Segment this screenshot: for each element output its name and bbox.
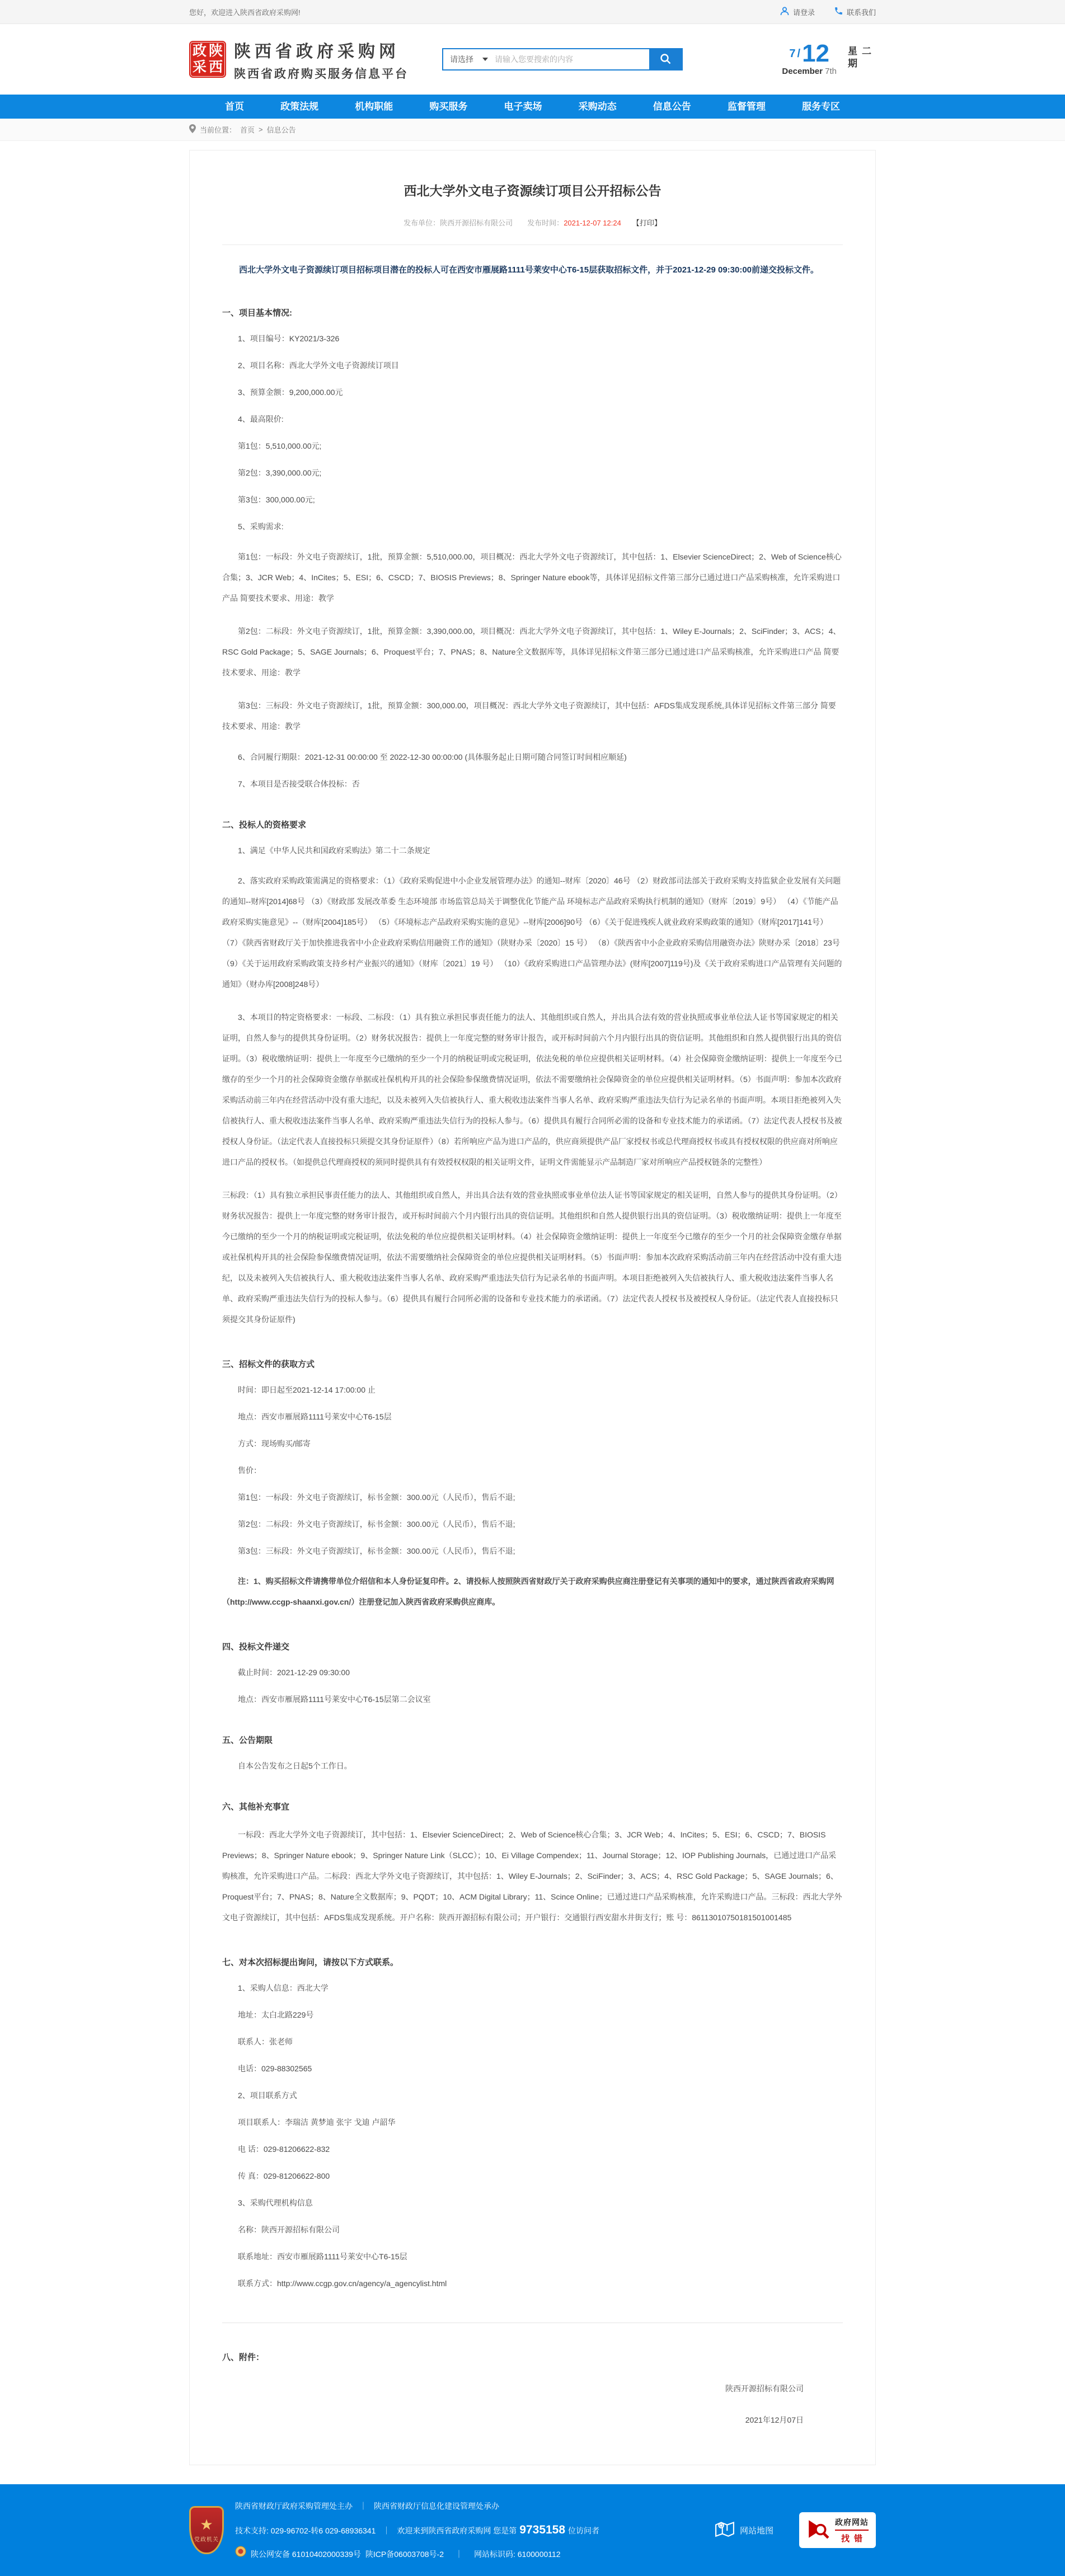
doc-paragraph: 第3包：三标段：外文电子资源续订，1批，预算金额：300,000.00，项目概况：西北大学外文电子资源续订，其中包括：AFDS集成发现系统,具体详见招标文件第三部分 简要技术要求、用途：教学 — [222, 701, 836, 731]
nav-item-5[interactable]: 电子卖场 — [504, 101, 542, 112]
search-icon — [659, 53, 672, 67]
date-caption: December 7th — [782, 67, 837, 77]
doc-paragraph: 自本公告发布之日起5个工作日。 — [238, 1761, 352, 1770]
error-badge-title: 政府网站 — [835, 2517, 869, 2531]
police-badge-icon — [235, 2545, 246, 2564]
nav-item-8[interactable]: 监督管理 — [727, 101, 766, 112]
doc-paragraph: 第2包：二标段：外文电子资源续订，1批，预算金额：3,390,000.00，项目概况：西北大学外文电子资源续订，其中包括：1、Wiley E-Journals；2、SciFinder；3、ACS；4、RSC Gold Package；5、SAGE Journals；6、Proquest平台；7、PNAS；8、Nature全文数据库等，具体详见招标文件第三部分已通过进口产品采购核准，允许采购进口产品 简要技术要求、用途：教学 — [222, 627, 841, 677]
doc-paragraph: 地点：西安市雁展路1111号莱安中心T6-15层第二会议室 — [238, 1695, 431, 1704]
map-icon — [715, 2520, 735, 2540]
date-month: 12 — [802, 39, 830, 67]
doc-paragraph: 第3包：300,000.00元; — [238, 495, 315, 504]
search-button[interactable] — [649, 49, 682, 69]
search-bar — [442, 48, 683, 70]
doc-paragraph: 电话：029-88302565 — [238, 2064, 312, 2073]
section-heading: 三、招标文件的获取方式 — [222, 1360, 315, 1369]
sitemap-link[interactable] — [715, 2520, 773, 2540]
nav-item-7[interactable]: 信息公告 — [653, 101, 691, 112]
doc-paragraph: 第1包：5,510,000.00元; — [238, 441, 322, 450]
date-weekday: 星期二 — [846, 46, 871, 70]
phone-icon — [834, 6, 843, 17]
doc-paragraph: 2、项目联系方式 — [238, 2091, 297, 2100]
nav-item-6[interactable]: 采购动态 — [578, 101, 617, 112]
doc-paragraph: 6、合同履行期限：2021-12-31 00:00:00 至 2022-12-30 00:00:00 (具体服务起止日期可随合同签订时间相应顺延) — [238, 753, 627, 761]
article-meta — [222, 217, 843, 228]
nav-item-1[interactable]: 首页 — [225, 101, 244, 112]
doc-paragraph: 西北大学外文电子资源续订项目招标项目潜在的投标人可在西安市雁展路1111号莱安中心T6-15层获取招标文件，并于2021-12-29 09:30:00前递交投标文件。 — [239, 265, 819, 275]
print-button[interactable]: 【打印】 — [632, 219, 661, 227]
doc-paragraph: 名称：陕西开源招标有限公司 — [238, 2225, 340, 2234]
doc-paragraph: 5、采购需求: — [238, 522, 284, 531]
doc-paragraph: 3、采购代理机构信息 — [238, 2198, 313, 2207]
logo-seal-icon: 政 陕 采 西 — [189, 41, 226, 78]
doc-paragraph: 4、最高限价: — [238, 415, 284, 424]
main-nav — [0, 95, 1065, 119]
site-code: 网站标识码: 6100000112 — [473, 2549, 561, 2559]
nav-item-9[interactable]: 服务专区 — [802, 101, 840, 112]
footer-support-line: 技术支持: 029-96702-转6 029-68936341 ｜ 欢迎来到陕西省政府采购网 您是第 9735158 位访问者 — [235, 2523, 600, 2537]
search-input[interactable] — [494, 49, 649, 69]
doc-paragraph: 电 话：029-81206622-832 — [238, 2145, 330, 2154]
doc-paragraph: 注：1、购买招标文件请携带单位介绍信和本人身份证复印件。2、请投标人按照陕西省财政厅关于政府采购供应商注册登记有关事项的通知中的要求，通过陕西省政府采购网（http://www.ccgp-shaanxi.gov.cn/）注册登记加入陕西省政府采购供应商库。 — [222, 1577, 834, 1606]
doc-paragraph: 第3包：三标段：外文电子资源续订，标书金额：300.00元（人民币），售后不退; — [238, 1546, 515, 1555]
doc-paragraph: 三标段：（1）具有独立承担民事责任能力的法人、其他组织或自然人，并出具合法有效的营业执照或事业单位法人证书等国家规定的相关证明，自然人参与的提供其身份证明。（2）财务状况报告：提供上一年度完整的财务审计报告，或开标时间前六个月内银行出具的资信证明。其他组织和自然人提供银行出具的资信证明。（3）税收缴纳证明：提供上一年度至今已缴纳的至少一个月的纳税证明或完税证明，依法免税的单位应提供相关证明材料。（4）社会保障资金缴纳证明：提供上一年度至今已缴存的至少一个月的社会保障资金缴存单据或社保机构开具的社会保险参保缴费情况证明，依法不需要缴纳社会保障资金的单位应提供相关证明材料。（5）书面声明：参加本次政府采购活动前三年内在经营活动中没有重大违纪，以及未被列入失信被执行人、重大税收违法案件当事人名单、政府采购严重违法失信行为记录名单的书面声明。本项目拒绝被列入失信被执行人、重大税收违法案件当事人名单、政府采购严重违法失信行为的投标人参与。（6）提供具有履行合同所必需的设备和专业技术能力的承诺函。（7）法定代表人授权书及被授权人身份证。（法定代表人直接投标只须提交其身份证原件) — [222, 1191, 842, 1324]
doc-paragraph: 1、项目编号：KY2021/3-326 — [238, 334, 340, 343]
announcement-card — [189, 150, 876, 2465]
breadcrumb — [189, 119, 876, 140]
footer-beian-line: 陕公网安备 61010402000339号 陕ICP备06003708号-2 ｜ 网站标识码: 6100000112 — [235, 2545, 599, 2564]
breadcrumb-current[interactable]: 信息公告 — [266, 126, 296, 134]
visitor-count: 9735158 — [519, 2523, 566, 2537]
error-finder-icon — [806, 2517, 830, 2544]
doc-paragraph: 地址：太白北路229号 — [238, 2010, 314, 2019]
site-footer — [0, 2484, 1065, 2576]
publish-time-value: 2021-12-07 12:24 — [564, 219, 621, 227]
doc-paragraph: 3、本项目的特定资格要求：一标段、二标段：（1）具有独立承担民事责任能力的法人、其他组织或自然人，并出具合法有效的营业执照或事业单位法人证书等国家规定的相关证明，自然人参与的提供其身份证明。（2）财务状况报告：提供上一年度完整的财务审计报告，或开标时间前六个月内银行出具的资信证明。其他组织和自然人提供银行出具的资信证明。（3）税收缴纳证明：提供上一年度至今已缴纳的至少一个月的纳税证明或完税证明，依法免税的单位应提供相关证明材料。（4）社会保障资金缴纳证明：提供上一年度至今已缴存的至少一个月的社会保障资金缴存单据或社保机构开具的社会保险参保缴费情况证明，依法不需要缴纳社会保障资金的单位应提供相关证明材料。（5）书面声明：参加本次政府采购活动前三年内在经营活动中没有重大违纪，以及未被列入失信被执行人、重大税收违法案件当事人名单、政府采购严重违法失信行为记录名单的书面声明。本项目拒绝被列入失信被执行人、重大税收违法案件当事人名单、政府采购严重违法失信行为的投标人参与。（6）提供具有履行合同所必需的设备和专业技术能力的承诺函。（7）法定代表人授权书及被授权人身份证。（法定代表人直接投标只须提交其身份证原件）（8）若所响应产品为进口产品的，供应商须提供产品厂家授权书或总代理商授权书或具有授权权限的供应商对所响应进口产品的授权书。（如提供总代理商授权的须同时提供具有有效授权权限的相关证明文件，证明文件需能显示产品制造厂家对所响应产品授权链条的完整性） — [222, 1013, 842, 1167]
breadcrumb-bar — [0, 119, 1065, 141]
nav-item-2[interactable]: 政策法规 — [280, 101, 319, 112]
doc-paragraph: 第1包：一标段：外文电子资源续订，1批，预算金额：5,510,000.00，项目概况：西北大学外文电子资源续订，其中包括：1、Elsevier ScienceDirect；2、Web of Science核心合集；3、JCR Web；4、InCites；5、ESI；6、CSCD；7、BIOSIS Previews；8、Springer Nature ebook等，具体详见招标文件第三部分已通过进口产品采购核准，允许采购进口产品 简要技术要求、用途：教学 — [222, 552, 842, 603]
doc-paragraph: 2021年12月07日 — [745, 2415, 804, 2424]
doc-paragraph: 售价： — [238, 1466, 261, 1475]
doc-paragraph: 传 真：029-81206622-800 — [238, 2171, 330, 2180]
doc-paragraph: 项目联系人：李瑞洁 黄梦迪 张宇 戈迪 卢韶华 — [238, 2118, 396, 2127]
doc-paragraph: 1、满足《中华人民共和国政府采购法》第二十二条规定 — [238, 846, 430, 855]
publisher-label: 发布单位： — [404, 219, 440, 227]
section-heading: 八、附件： — [222, 2353, 265, 2362]
section-heading: 五、公告期限 — [222, 1736, 273, 1745]
site-name: 陕西省政府采购网 — [234, 42, 400, 61]
section-heading: 二、投标人的资格要求 — [222, 820, 307, 830]
doc-paragraph: 3、预算金额：9,200,000.00元 — [238, 388, 343, 397]
site-subtitle: 陕西省政府购买服务信息平台 — [234, 67, 409, 81]
nav-item-3[interactable]: 机构职能 — [355, 101, 393, 112]
breadcrumb-separator: > — [259, 125, 263, 134]
publish-time-label: 发布时间： — [527, 219, 564, 227]
page-title: 西北大学外文电子资源续订项目公开招标公告 — [404, 184, 661, 198]
doc-paragraph: 时间：即日起至2021-12-14 17:00:00 止 — [238, 1385, 376, 1394]
site-header — [0, 24, 1065, 95]
doc-paragraph: 1、采购人信息：西北大学 — [238, 1983, 329, 1992]
section-heading: 六、其他补充事宜 — [222, 1802, 290, 1812]
date-widget: 7 / 12 December 7th 星期二 — [782, 43, 876, 77]
search-category-value: 请选择 — [450, 55, 473, 64]
error-badge-subtitle: 找错 — [841, 2533, 867, 2544]
doc-paragraph: 2、落实政府采购政策需满足的资格要求：（1）《政府采购促进中小企业发展管理办法》的通知--财库〔2020〕46号 （2）财政部司法部关于政府采购支持监狱企业发展有关问题的通知--财库[2014]68号 （3）《财政部 发展改革委 生态环境部 市场监管总局关于调整优化节能产品 环境标志产品政府采购执行机制的通知》（财库〔2019〕9号） （4）《节能产品政府采购实施意见》--（财库[2004]185号） （5）《环境标志产品政府采购实施的意见》--财库[2006]90号 （6）《关于促进残疾人就业政府采购政策的通知》（财库[2017]141号） （7）《陕西省财政厅关于加快推进我省中小企业政府采购信用融资工作的通知》（陕财办采〔2020〕15 号） （8）《陕西省中小企业政府采购信用融资办法》陕财办采〔2018〕23号 （9）《关于运用政府采购政策支持乡村产业振兴的通知》（财库〔2021〕19 号） （10）《政府采购进口产品管理办法》(财库[2007]119号)及《关于政府采购进口产品管理有关问题的通知》（财办库[2008]248号） — [222, 876, 842, 989]
nav-item-4[interactable]: 购买服务 — [429, 101, 468, 112]
announcement-body — [222, 262, 843, 2425]
footer-host-line: 陕西省财政厅政府采购管理处主办 ｜ 陕西省财政厅信息化建设管理处承办 — [235, 2501, 499, 2511]
doc-paragraph: 方式：现场购买/邮寄 — [238, 1439, 311, 1448]
breadcrumb-home[interactable]: 首页 — [240, 126, 255, 134]
contact-link[interactable] — [834, 6, 876, 17]
breadcrumb-label: 当前位置： — [200, 126, 237, 134]
doc-paragraph: 一标段：西北大学外文电子资源续订，其中包括：1、Elsevier ScienceDirect；2、Web of Science核心合集；3、JCR Web；4、InCites；5、ESI；6、CSCD；7、BIOSIS Previews；8、Springer Nature ebook；9、Springer Nature Link（SLCC）；10、Ei Village Compendex；11、Journal Storage；12、IOP Publishing Journals，已通过进口产品采购核准，允许采购进口产品。二标段：西北大学外文电子资源续订，其中包括：1、Wiley E-Journals；2、SciFinder；3、ACS；4、RSC Gold Package；5、SAGE Journals；6、Proquest平台；7、PNAS；8、Nature全文数据库；9、PQDT；10、ACM Digital Library；11、Scince Online；已通过进口产品采购核准，允许采购进口产品。三标段：西北大学外文电子资源续订，其中包括：AFDS集成发现系统。开户名称：陕西开源招标有限公司；开户银行：交通银行西安甜水井街支行；账 号：86113010750181501001485 — [222, 1830, 842, 1922]
site-logo[interactable] — [189, 37, 409, 82]
site-error-report-badge[interactable] — [799, 2512, 876, 2548]
search-category-select[interactable] — [443, 49, 494, 69]
location-pin-icon — [189, 124, 196, 135]
gongan-beian[interactable]: 陕公网安备 61010402000339号 — [251, 2549, 361, 2559]
contact-label: 联系我们 — [846, 8, 876, 17]
login-label: 请登录 — [792, 8, 815, 17]
doc-paragraph: 联系地址：西安市雁展路1111号莱安中心T6-15层 — [238, 2252, 407, 2261]
doc-paragraph: 截止时间：2021-12-29 09:30:00 — [238, 1668, 350, 1677]
welcome-text: 您好，欢迎进入陕西省政府采购网! — [189, 8, 301, 17]
doc-paragraph: 地点：西安市雁展路1111号莱安中心T6-15层 — [238, 1412, 392, 1421]
sitemap-label: 网站地图 — [739, 2526, 773, 2536]
party-gov-emblem-icon: ★ 党政机关 — [189, 2506, 224, 2554]
doc-paragraph: 第2包：3,390,000.00元; — [238, 468, 322, 477]
user-icon — [780, 6, 790, 18]
section-heading: 七、对本次招标提出询问，请按以下方式联系。 — [222, 1958, 399, 1967]
doc-paragraph: 陕西开源招标有限公司 — [725, 2384, 804, 2393]
doc-paragraph: 第2包：二标段：外文电子资源续订，标书金额：300.00元（人民币），售后不退; — [238, 1520, 515, 1529]
doc-paragraph: 联系人：张老师 — [238, 2037, 293, 2046]
section-heading: 四、投标文件递交 — [222, 1642, 290, 1652]
icp-beian[interactable]: 陕ICP备06003708号-2 — [365, 2549, 444, 2559]
date-day: 7 — [789, 48, 796, 60]
doc-paragraph: 联系方式：http://www.ccgp.gov.cn/agency/a_agencylist.html — [238, 2279, 447, 2288]
section-heading: 一、项目基本情况: — [222, 308, 292, 318]
doc-paragraph: 2、项目名称：西北大学外文电子资源续订项目 — [238, 361, 399, 370]
publisher-value: 陕西开源招标有限公司 — [440, 219, 513, 227]
doc-paragraph: 7、本项目是否接受联合体投标：否 — [238, 779, 360, 788]
doc-paragraph: 第1包：一标段：外文电子资源续订，标书金额：300.00元（人民币），售后不退; — [238, 1493, 515, 1502]
topbar — [0, 0, 1065, 24]
login-link[interactable] — [780, 6, 815, 18]
chevron-down-icon — [482, 58, 488, 61]
